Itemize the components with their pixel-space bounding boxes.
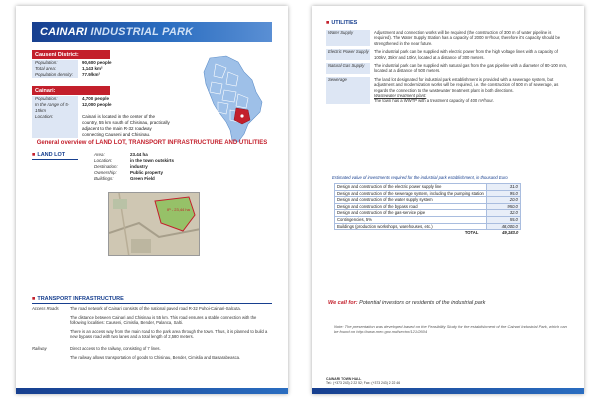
utility-text: The industrial park can be supplied with natural gas from the gas pipeline with a diameter of 80-100 mm, located at a distance of 500 meters. xyxy=(374,63,568,74)
access-roads-text xyxy=(70,306,272,343)
utilities-table xyxy=(326,30,570,107)
district-info xyxy=(32,60,172,78)
transport-header-label: TRANSPORT INFRASTRUCTURE xyxy=(37,296,124,302)
investment-table xyxy=(334,183,521,236)
cost-value: 20.0 xyxy=(486,197,520,204)
overview-title: General overview of LAND LOT, TRANSPORT INFRASTRUCTURE AND UTILITIES xyxy=(36,140,268,146)
railway-row xyxy=(32,346,272,363)
cost-value: 95.0 xyxy=(486,190,520,197)
moldova-map xyxy=(192,54,270,146)
land-plot-aerial-image xyxy=(108,192,200,256)
plot-label: IP - 23,44 ha xyxy=(167,207,190,212)
footer-title: CAINARI TOWN HALL xyxy=(326,377,362,381)
left-page xyxy=(16,6,288,394)
table-row xyxy=(335,184,521,191)
utility-label: Electric Power Supply xyxy=(326,49,370,60)
utilities-header-label: UTILITIES xyxy=(331,20,358,26)
land-row-value: in the town outskirts xyxy=(130,158,175,163)
land-row-key: Destination: xyxy=(94,164,118,169)
table-row xyxy=(335,197,521,204)
total-row xyxy=(335,230,521,236)
utility-text: The land lot designated for industrial park establishment is provided with a sewerage system, but adjustment and modernization works will be required, i.e. the construction of 500 m of sewerage, as regards the connection to the wastewater treatment plant in both directions. xyxy=(374,76,559,93)
call-to-action xyxy=(328,300,570,306)
town-row-key: In the range of 5-15km xyxy=(32,102,78,114)
location-pin-icon xyxy=(240,114,243,117)
footer-line: Tel.: (+373 243) 2 22 52; Fax: (+373 243) 2 22 46 xyxy=(326,381,401,385)
cost-item: Design and construction of the water supply system xyxy=(335,197,487,204)
town-row-key: Population: xyxy=(32,96,78,102)
footer-bar xyxy=(312,388,584,394)
cost-item: Design and construction of the electric power supply line xyxy=(335,184,487,191)
utility-text: Adjustment and connection works will be required (the construction of 300 m of water pipeline is required). The Water Supply Station has a capacity of 2000 m³/hour, therefore it's capacity should be strengthened in the near future. xyxy=(374,30,561,46)
utility-text: The industrial park can be supplied with electric power from the high voltage lines with a capacity of 100kV, 35kV and 10kV, located at a distance of 300 meters. xyxy=(374,49,558,60)
access-roads-label: Access Roads xyxy=(32,306,59,311)
district-row-value: 77.9/km² xyxy=(82,72,101,77)
right-page xyxy=(312,6,584,394)
title-sub: INDUSTRIAL PARK xyxy=(87,26,194,38)
bullet-icon: ■ xyxy=(32,296,36,302)
town-row-value: 4,700 people xyxy=(82,96,110,101)
utility-row xyxy=(326,49,570,60)
cost-value: 55.0 xyxy=(486,216,520,223)
town-row-value: Cainari is located in the center of the country, 55 km south of Chisinau, practically adjacent to the main R-32 roadway connecting Causeni and Chisinau. xyxy=(82,114,170,137)
town-row xyxy=(32,114,172,138)
table-row xyxy=(335,203,521,210)
footer-bar xyxy=(16,388,288,394)
footnote: Note: The presentation was developed based on the Feasibility Study for the establishment of the Cainari Industrial Park, which can be found on http://www.mec.gov.md/sector/121/2604 xyxy=(334,324,567,335)
transport-section xyxy=(32,306,272,366)
cost-value: 48,000.0 xyxy=(486,223,520,230)
district-label: Causeni District: xyxy=(32,50,110,59)
cost-value: 32.0 xyxy=(486,210,520,217)
table-row xyxy=(335,223,521,230)
land-lot-info xyxy=(94,152,174,182)
call-label: We call for: xyxy=(328,300,358,306)
cost-item: Design and construction of the sewerage system, including the pumping station xyxy=(335,190,487,197)
land-row-value: Green Field xyxy=(130,176,155,181)
district-row-key: Total area: xyxy=(32,66,78,72)
cost-caption: Estimated value of investments required for the industrial park establishment, in thousand Euro xyxy=(332,175,508,180)
railway-label: Railway xyxy=(32,345,47,351)
land-row xyxy=(94,176,174,182)
land-lot-header xyxy=(32,152,78,160)
sewerage-text xyxy=(370,77,570,104)
call-text: Potential investors or residents of the industrial park xyxy=(357,300,486,306)
table-row xyxy=(335,216,521,223)
district-row-value: 1,143 km² xyxy=(82,66,103,71)
utility-label: Natural Gas Supply xyxy=(326,63,370,74)
land-row-value: 23.44 ha xyxy=(130,152,148,157)
total-value: 49,183.0 xyxy=(502,230,519,236)
table-row xyxy=(335,210,521,217)
wwtp-text: The town has a WWTP with a treatment capacity of 400 m³/hour. xyxy=(374,98,494,104)
title-main: CAINARI xyxy=(40,26,88,38)
access-paragraph: There is an access way from the main road to the park area through the town. Thus, it is planned to build a new bypass road with two lanes and a total length of 2,580 meters. xyxy=(70,328,268,340)
railway-paragraph: Direct access to the railway, consisting of 7 lines. xyxy=(70,345,161,351)
bullet-icon: ■ xyxy=(326,20,330,26)
town-row xyxy=(32,102,172,114)
utility-row xyxy=(326,63,570,74)
total-label: TOTAL xyxy=(464,230,479,236)
cost-item: Buildings (production workshops, warehouses, etc.) xyxy=(335,223,487,230)
table-row xyxy=(335,190,521,197)
cost-value: 31.0 xyxy=(486,184,520,191)
land-lot-header-label: LAND LOT xyxy=(37,152,66,158)
access-paragraph: The distance between Cainari and Chisinau is 55 km. This road ensures a stable connection with the following localities: Causeni, Cimislia, Bender, Palanca, Salti. xyxy=(70,314,257,326)
footer-contact xyxy=(326,377,400,385)
cost-item: Design and construction of the bypass road xyxy=(335,203,487,210)
wwtp-title: Wastewater treatment plant: xyxy=(374,93,427,99)
town-info xyxy=(32,96,172,138)
land-row-key: Location: xyxy=(94,158,113,163)
land-row-value: Public property xyxy=(130,170,164,175)
utility-row xyxy=(326,77,570,104)
utility-label: Sewerage xyxy=(326,77,370,104)
page-title xyxy=(32,22,272,42)
cost-item: Contingencies, 5% xyxy=(335,216,487,223)
utility-label: Water Supply xyxy=(326,30,370,46)
land-row-value: industry xyxy=(130,164,148,169)
town-label: Cainari: xyxy=(32,86,110,95)
bullet-icon: ■ xyxy=(32,152,36,158)
railway-text xyxy=(70,346,272,363)
town-row-key: Location: xyxy=(32,114,78,138)
district-row-key: Population density: xyxy=(32,72,78,78)
cost-value: 950.0 xyxy=(486,203,520,210)
cost-item: Design and construction of the gas-service pipe xyxy=(335,210,487,217)
access-roads-row xyxy=(32,306,272,343)
utility-row xyxy=(326,30,570,46)
access-paragraph: The road network of Cainari consists of the national paved road R-32 Puhoi-Cainari-Salcuta. xyxy=(70,306,241,311)
land-row-key: Buildings: xyxy=(94,176,114,181)
railway-paragraph: The railway allows transportation of goods to Chisinau, Bender, Cimislia and Basarabeasca. xyxy=(70,354,241,360)
utilities-header xyxy=(326,20,570,28)
land-row-key: Ownership: xyxy=(94,170,117,175)
district-row-value: 90,600 people xyxy=(82,60,112,65)
district-row-key: Population: xyxy=(32,60,78,66)
land-row-key: Area: xyxy=(94,152,105,157)
transport-header xyxy=(32,296,272,304)
town-row-value: 12,000 people xyxy=(82,102,112,107)
district-row xyxy=(32,72,172,78)
